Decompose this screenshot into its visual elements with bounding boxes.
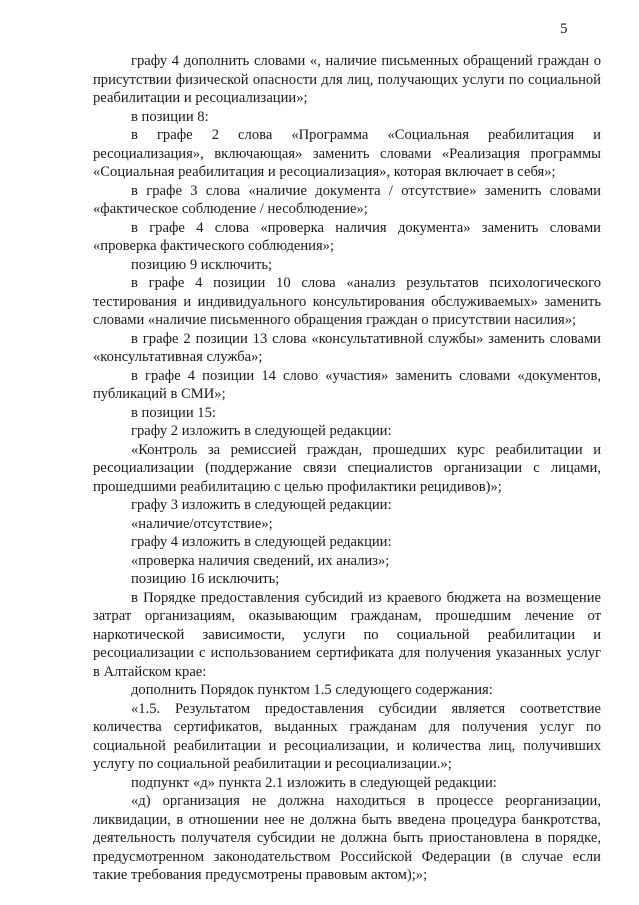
paragraph: графу 2 изложить в следующей редакции: bbox=[131, 423, 392, 439]
paragraph: графу 4 дополнить словами «, наличие письменных обращений граждан о присутствии физической опасности для лиц, получающих услуги по социальной реабилитации и ресоциализации»; bbox=[93, 53, 601, 106]
document-body bbox=[93, 52, 601, 885]
paragraph: «Контроль за ремиссией граждан, прошедших курс реабилитации и ресоциализации (поддержание связи специалистов организации с лицами, прошедшими реабилитацию с целью профилактики рецидивов)»; bbox=[93, 441, 601, 495]
paragraph: в позиции 15: bbox=[131, 404, 216, 421]
paragraph: позицию 9 исключить; bbox=[131, 256, 273, 273]
paragraph: в позиции 8: bbox=[131, 108, 209, 125]
page-number: 5 bbox=[560, 21, 568, 37]
paragraph: «проверка наличия сведений, их анализ»; bbox=[131, 552, 390, 569]
paragraph: в графе 4 слова «проверка наличия документа» заменить словами «проверка фактического соблюдения»; bbox=[93, 219, 601, 254]
paragraph: графу 3 изложить в следующей редакции: bbox=[131, 497, 392, 513]
paragraph: в Порядке предоставления субсидий из краевого бюджета на возмещение затрат организациям, оказывающим гражданам, прошедшим лечение от наркотической зависимости, услуги по социальной реабилитации и ресоциализации с использованием сертификата для получения указанных услуг в Алтайском крае: bbox=[93, 589, 601, 680]
paragraph: в графе 2 слова «Программа «Социальная реабилитация и ресоциализация», включающая» заменить словами «Реализация программы «Социальная реабилитация и ресоциализация», которая включает в себя»; bbox=[93, 127, 601, 180]
paragraph: в графе 4 позиции 14 слово «участия» заменить словами «документов, публикаций в СМИ»; bbox=[93, 367, 601, 402]
paragraph: «1.5. Результатом предоставления субсидии является соответствие количества сертификатов, выданных гражданам для получения услуг по социальной реабилитации и ресоциализации, и количества лиц, получивших услугу по социальной реабилитации и ресоциализации.»; bbox=[93, 700, 601, 772]
paragraph: в графе 3 слова «наличие документа / отсутствие» заменить словами «фактическое соблюдение / несоблюдение»; bbox=[93, 182, 601, 217]
paragraph: графу 4 изложить в следующей редакции: bbox=[131, 534, 392, 550]
paragraph: в графе 4 позиции 10 слова «анализ результатов психологического тестирования и индивидуального консультирования обслуживаемых» заменить словами «наличие письменного обращения граждан о присутствии насилия»; bbox=[93, 275, 601, 328]
paragraph: «д) организация не должна находиться в процессе реорганизации, ликвидации, в отношении нее не должна быть введена процедура банкротства, деятельность получателя субсидии не должна быть приостановлена в порядке, предусмотренном законодательством Российской Федерации (в случае если такие требования предусмотрены правовым актом);»; bbox=[93, 793, 601, 883]
paragraph: в графе 2 позиции 13 слова «консультативной службы» заменить словами «консультативная служба»; bbox=[93, 330, 601, 365]
paragraph: подпункт «д» пункта 2.1 изложить в следующей редакции: bbox=[131, 774, 497, 791]
paragraph: «наличие/отсутствие»; bbox=[131, 515, 273, 532]
paragraph: дополнить Порядок пунктом 1.5 следующего содержания: bbox=[131, 682, 493, 698]
paragraph: позицию 16 исключить; bbox=[131, 571, 280, 587]
